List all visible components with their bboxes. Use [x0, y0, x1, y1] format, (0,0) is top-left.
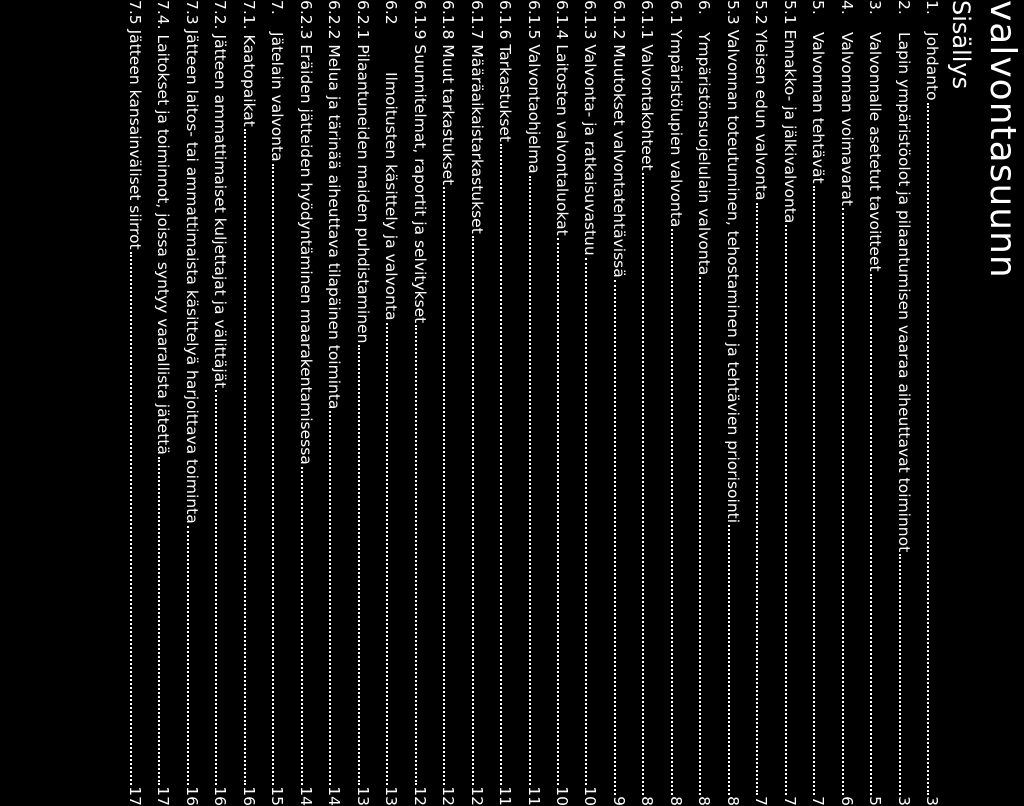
toc-entry-number: 3. — [866, 0, 884, 15]
toc-entry-page-number: 10 — [553, 786, 571, 806]
dot-leader — [415, 325, 418, 785]
toc-entry[interactable] — [410, 0, 434, 806]
toc-entry-page-number: 17 — [126, 786, 144, 806]
toc-entry[interactable] — [808, 0, 832, 806]
toc-entry[interactable] — [524, 0, 548, 806]
toc-entry-label: 5.3 Valvonnan toteutuminen, tehostaminen ja tehtävien priorisointi — [724, 0, 742, 524]
toc-entry-page-number: 12 — [439, 786, 457, 806]
toc-entry-label: 6.1 Ympäristölupien valvonta — [667, 0, 685, 228]
toc-entry-page-number: 8 — [638, 796, 656, 806]
toc-entry[interactable] — [780, 0, 804, 806]
toc-entry[interactable] — [495, 0, 519, 806]
dot-leader — [642, 173, 645, 796]
dot-leader — [301, 467, 304, 785]
dot-leader — [614, 280, 617, 795]
toc-entry[interactable] — [865, 0, 889, 806]
toc-entry-label: Ilmoitusten käsittely ja valvonta — [382, 72, 400, 321]
dot-leader — [358, 345, 361, 785]
toc-entry-label: 6.1.6 Tarkastukset — [496, 0, 514, 142]
toc-heading: Sisällys — [947, 0, 975, 90]
dot-leader — [927, 103, 930, 796]
toc-entry[interactable] — [723, 0, 747, 806]
toc-entry-label: Valvonnan voimavarat — [838, 32, 856, 206]
dot-leader — [443, 187, 446, 785]
toc-entry-page-number: 16 — [240, 786, 258, 806]
toc-entry-label: Valvonnan tehtävät — [809, 32, 827, 184]
toc-entry[interactable] — [210, 0, 234, 806]
toc-entry-label: 7.2. Jätteen ammattimaiset kuljettajat ja välittäjät — [211, 0, 229, 389]
toc-entry-page-number: 3 — [923, 796, 941, 806]
toc-entry[interactable] — [694, 0, 718, 806]
dot-leader — [585, 258, 588, 786]
toc-entry-page-number: 7 — [781, 796, 799, 806]
toc-entry-label: 6.1.8 Muut tarkastukset — [439, 0, 457, 186]
toc-entry-label: 6.2.2 Melua ja tärinää aiheuttava tilapäinen toiminta — [325, 0, 343, 410]
toc-entry-page-number: 12 — [411, 786, 429, 806]
toc-entry[interactable] — [580, 0, 604, 806]
toc-entry-page-number: 6 — [838, 796, 856, 806]
toc-entry-page-number: 11 — [496, 786, 514, 806]
toc-entry[interactable] — [438, 0, 462, 806]
toc-entry-label: 5.1 Ennakko- ja jälkivalvonta — [781, 0, 799, 224]
toc-entry-label: 5.2 Yleisen edun valvonta — [752, 0, 770, 201]
toc-entry-label: 7.5 Jätteen kansainväliset siirrot — [126, 0, 144, 250]
dot-leader — [500, 144, 503, 785]
toc-entry[interactable] — [609, 0, 633, 806]
toc-entry-page-number: 9 — [610, 796, 628, 806]
toc-entry-page-number: 14 — [297, 786, 315, 806]
toc-entry-page-number: 16 — [183, 786, 201, 806]
toc-entry-page-number: 14 — [325, 786, 343, 806]
dot-leader — [557, 238, 560, 786]
dot-leader — [329, 411, 332, 785]
toc-entry-page-number: 8 — [724, 796, 742, 806]
toc-entry[interactable] — [467, 0, 491, 806]
toc-entry-page-number: 15 — [268, 786, 286, 806]
toc-entry[interactable] — [353, 0, 377, 806]
dot-leader — [842, 208, 845, 795]
toc-entry-page-number: 13 — [354, 786, 372, 806]
toc-entry-label: 7.3 Jätteen laitos- tai ammattimaista käsittelyä harjoittava toiminta — [183, 0, 201, 524]
toc-entry[interactable] — [267, 0, 291, 806]
toc-entry-label: 6.2.3 Eräiden jätteiden hyödyntäminen maarakentamisessa — [297, 0, 315, 465]
toc-entry-number: 1. — [923, 0, 941, 15]
toc-entry-number: 2. — [895, 0, 913, 15]
dot-leader — [187, 526, 190, 786]
toc-entry-number: 7. — [268, 0, 286, 15]
toc-entry-label: Ympäristönsuojelulain valvonta — [695, 32, 713, 276]
toc-entry-page-number: 3 — [895, 796, 913, 806]
dot-leader — [813, 186, 816, 796]
toc-entry-label: 6.1.5 Valvontaohjelma — [525, 0, 543, 174]
dot-leader — [671, 229, 674, 795]
toc-entry[interactable] — [125, 0, 149, 806]
toc-entry-label: 6.1.4 Laitosten valvontaluokat — [553, 0, 571, 236]
toc-entry[interactable] — [637, 0, 661, 806]
toc-entry-number: 4. — [838, 0, 856, 15]
toc-entry[interactable] — [894, 0, 918, 806]
toc-entry-page-number: 8 — [695, 796, 713, 806]
toc-entry-page-number: 7 — [752, 796, 770, 806]
dot-leader — [785, 225, 788, 795]
toc-entry-page-number: 7 — [809, 796, 827, 806]
toc-entry-label: Johdanto — [923, 32, 941, 101]
toc-entry[interactable] — [922, 0, 946, 806]
toc-entry-label: Jätelain valvonta — [268, 32, 286, 162]
toc-entry-page-number: 10 — [581, 786, 599, 806]
toc-entry[interactable] — [552, 0, 576, 806]
dot-leader — [756, 203, 759, 796]
toc-entry-label: Valvonnalle asetetut tavoitteet — [866, 32, 884, 272]
toc-entry[interactable] — [296, 0, 320, 806]
dot-leader — [472, 236, 475, 785]
toc-entry-label: Lapin ympäristöolot ja pilaantumisen vaaraa aiheuttavat toiminnot — [895, 32, 913, 553]
toc-entry[interactable] — [837, 0, 861, 806]
toc-entry-label: 7.1. Kaatopaikat — [240, 0, 258, 127]
toc-entry-label: 6.1.7 Määräaikaistarkastukset — [468, 0, 486, 234]
toc-entry[interactable] — [182, 0, 206, 806]
toc-entry[interactable] — [324, 0, 348, 806]
dot-leader — [728, 525, 731, 795]
toc-entry[interactable] — [666, 0, 690, 806]
toc-entry[interactable] — [381, 0, 405, 806]
dot-leader — [529, 176, 532, 786]
toc-entry-page-number: 17 — [154, 786, 172, 806]
dot-leader — [899, 554, 902, 795]
toc-entry-label: 6.2.1 Pilaantuneiden maiden puhdistaminen — [354, 0, 372, 344]
dot-leader — [130, 252, 133, 786]
toc-entry-number: 6.2 — [382, 0, 400, 25]
toc-entry-label: 6.1.9 Suunnitelmat, raportit ja selvitykset — [411, 0, 429, 324]
toc-entry-label: 6.1.2 Muutokset valvontatehtävissä — [610, 0, 628, 278]
dot-leader — [272, 164, 275, 786]
toc-entry-page-number: 16 — [211, 786, 229, 806]
document-title: valvontasuunn — [982, 0, 1023, 279]
dot-leader — [215, 390, 218, 785]
toc-entry[interactable] — [239, 0, 263, 806]
toc-entry-label: 6.1.1 Valvontakohteet — [638, 0, 656, 171]
dot-leader — [244, 129, 247, 785]
toc-entry-label: 7.4. Laitokset ja toiminnot, joissa syntyy vaarallista jätettä — [154, 0, 172, 455]
toc-entry-label: 6.1.3 Valvonta- ja ratkaisuvastuu — [581, 0, 599, 256]
toc-entry-page-number: 5 — [866, 796, 884, 806]
dot-leader — [699, 277, 702, 795]
toc-entry-page-number: 8 — [667, 796, 685, 806]
toc-entry-number: 5. — [809, 0, 827, 15]
dot-leader — [386, 323, 389, 786]
toc-entry-page-number: 13 — [382, 786, 400, 806]
toc-entry-number: 6. — [695, 0, 713, 15]
dot-leader — [870, 274, 873, 796]
dot-leader — [158, 457, 161, 785]
toc-entry-page-number: 12 — [468, 786, 486, 806]
toc-entry[interactable] — [153, 0, 177, 806]
toc-entry-page-number: 11 — [525, 786, 543, 806]
toc-entry[interactable] — [751, 0, 775, 806]
